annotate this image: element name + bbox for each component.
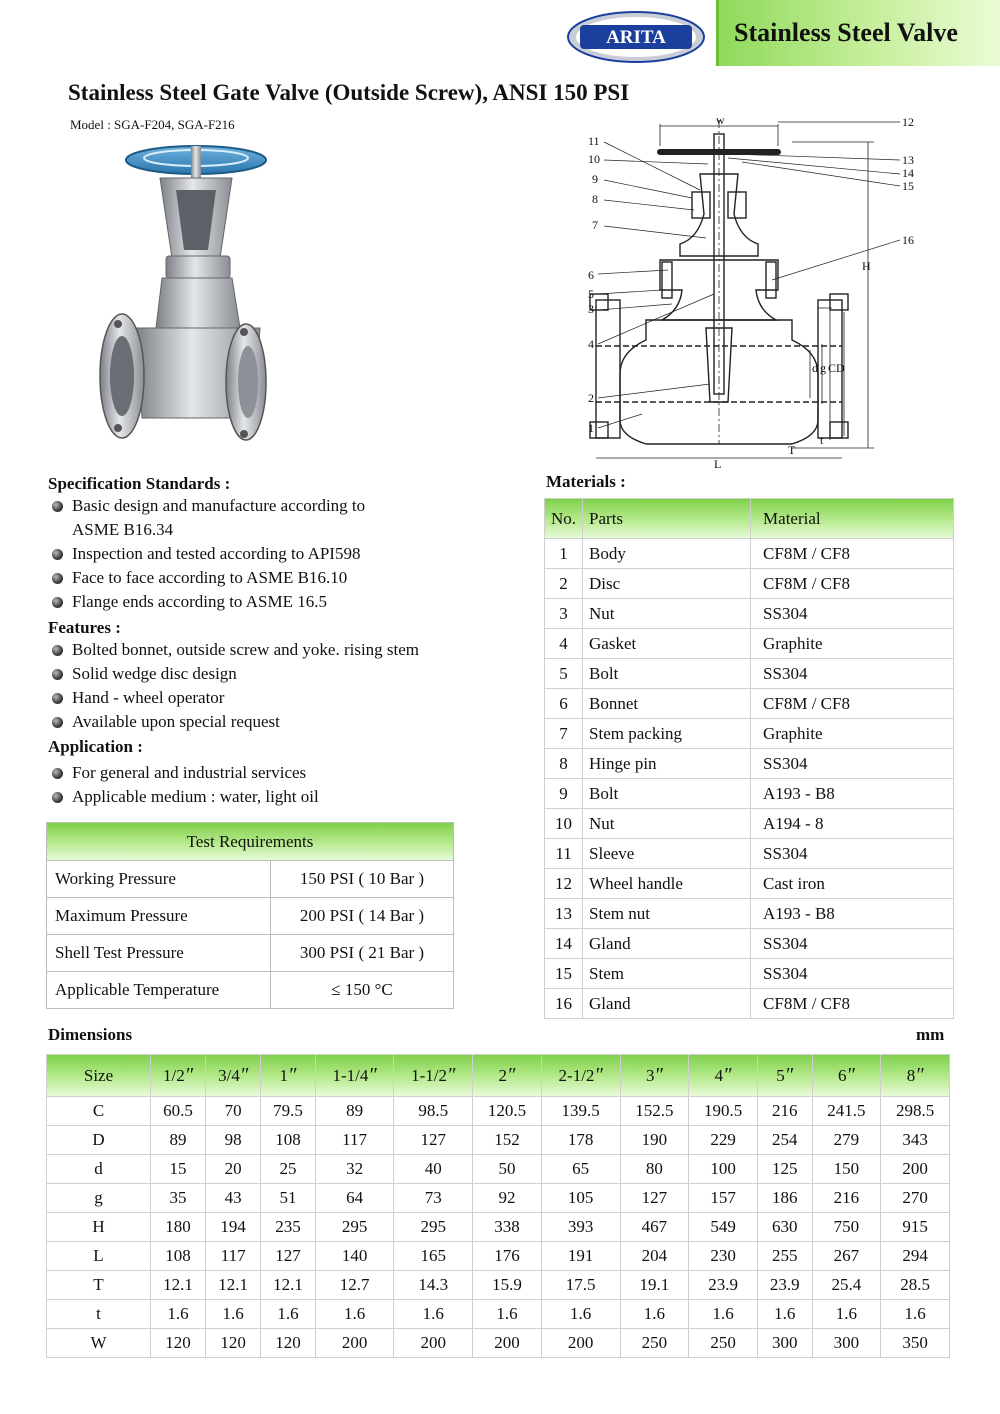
callout-12: 12 bbox=[902, 115, 914, 129]
material-no-cell: 8 bbox=[545, 749, 583, 779]
spec-item: Flange ends according to ASME 16.5 bbox=[48, 590, 365, 614]
material-part-cell: Disc bbox=[583, 569, 751, 599]
dimension-label: L bbox=[47, 1242, 151, 1271]
material-part-cell: Stem nut bbox=[583, 899, 751, 929]
material-part-cell: Nut bbox=[583, 599, 751, 629]
dimension-value: 139.5 bbox=[541, 1097, 620, 1126]
dimension-value: 241.5 bbox=[812, 1097, 881, 1126]
size-header: 8″ bbox=[881, 1055, 950, 1097]
dimensions-table bbox=[46, 1054, 950, 1358]
dimension-value: 50 bbox=[473, 1155, 542, 1184]
header-title: Stainless Steel Valve bbox=[734, 18, 958, 47]
dimension-value: 100 bbox=[689, 1155, 758, 1184]
material-part-cell: Wheel handle bbox=[583, 869, 751, 899]
dimension-value: 12.1 bbox=[261, 1271, 316, 1300]
dimension-value: 294 bbox=[881, 1242, 950, 1271]
dimension-value: 43 bbox=[206, 1184, 261, 1213]
dimension-value: 127 bbox=[620, 1184, 689, 1213]
dimension-value: 98 bbox=[206, 1126, 261, 1155]
material-no-cell: 7 bbox=[545, 719, 583, 749]
dim-tt: T bbox=[788, 443, 796, 457]
dimension-value: 300 bbox=[757, 1329, 812, 1358]
dimension-value: 89 bbox=[151, 1126, 206, 1155]
dimension-value: 467 bbox=[620, 1213, 689, 1242]
table-row bbox=[545, 839, 954, 869]
dimension-value: 915 bbox=[881, 1213, 950, 1242]
dimension-value: 230 bbox=[689, 1242, 758, 1271]
material-part-cell: Body bbox=[583, 539, 751, 569]
callout-10: 10 bbox=[588, 152, 600, 166]
size-header: 3/4″ bbox=[206, 1055, 261, 1097]
size-label: Size bbox=[47, 1055, 151, 1097]
material-no-cell: 4 bbox=[545, 629, 583, 659]
dimension-value: 200 bbox=[473, 1329, 542, 1358]
dimension-value: 1.6 bbox=[620, 1300, 689, 1329]
material-material-cell: CF8M / CF8 bbox=[751, 989, 954, 1019]
material-no-cell: 9 bbox=[545, 779, 583, 809]
callout-1: 1 bbox=[588, 421, 594, 435]
dimension-value: 295 bbox=[315, 1213, 394, 1242]
dimension-value: 190.5 bbox=[689, 1097, 758, 1126]
dimension-value: 25 bbox=[261, 1155, 316, 1184]
material-material-cell: SS304 bbox=[751, 659, 954, 689]
table-row bbox=[47, 1126, 950, 1155]
table-row bbox=[545, 569, 954, 599]
dimension-value: 40 bbox=[394, 1155, 473, 1184]
dimension-value: 1.6 bbox=[689, 1300, 758, 1329]
size-header: 4″ bbox=[689, 1055, 758, 1097]
dimension-label: W bbox=[47, 1329, 151, 1358]
dimension-value: 32 bbox=[315, 1155, 394, 1184]
dimension-value: 180 bbox=[151, 1213, 206, 1242]
callout-11: 11 bbox=[588, 134, 600, 148]
dimension-value: 1.6 bbox=[541, 1300, 620, 1329]
table-row bbox=[545, 629, 954, 659]
dimension-value: 117 bbox=[206, 1242, 261, 1271]
brand-logo bbox=[566, 10, 706, 64]
dimension-value: 200 bbox=[881, 1155, 950, 1184]
dimension-value: 150 bbox=[812, 1155, 881, 1184]
dimension-value: 73 bbox=[394, 1184, 473, 1213]
callout-7: 7 bbox=[592, 218, 598, 232]
feature-item: Solid wedge disc design bbox=[48, 662, 419, 686]
dimension-value: 255 bbox=[757, 1242, 812, 1271]
size-header: 1-1/2″ bbox=[394, 1055, 473, 1097]
col-material: Material bbox=[751, 499, 954, 539]
dimension-value: 108 bbox=[261, 1126, 316, 1155]
material-no-cell: 1 bbox=[545, 539, 583, 569]
dimension-value: 14.3 bbox=[394, 1271, 473, 1300]
size-header: 1″ bbox=[261, 1055, 316, 1097]
dimension-value: 17.5 bbox=[541, 1271, 620, 1300]
material-material-cell: SS304 bbox=[751, 929, 954, 959]
table-row bbox=[47, 1097, 950, 1126]
dimension-value: 229 bbox=[689, 1126, 758, 1155]
features-heading: Features : bbox=[48, 618, 121, 637]
material-material-cell: SS304 bbox=[751, 749, 954, 779]
material-material-cell: Graphite bbox=[751, 719, 954, 749]
dimension-value: 1.6 bbox=[261, 1300, 316, 1329]
table-row bbox=[47, 1242, 950, 1271]
callout-9: 9 bbox=[592, 172, 598, 186]
spec-item: Basic design and manufacture according to ASME B16.34 bbox=[48, 494, 365, 542]
table-row bbox=[545, 809, 954, 839]
dimension-value: 1.6 bbox=[206, 1300, 261, 1329]
col-no: No. bbox=[545, 499, 583, 539]
table-row bbox=[545, 869, 954, 899]
test-requirements-heading: Test Requirements bbox=[47, 823, 454, 861]
material-no-cell: 16 bbox=[545, 989, 583, 1019]
dimension-value: 216 bbox=[812, 1184, 881, 1213]
callout-2: 2 bbox=[588, 391, 594, 405]
table-row bbox=[545, 599, 954, 629]
dimension-value: 12.1 bbox=[206, 1271, 261, 1300]
material-material-cell: CF8M / CF8 bbox=[751, 689, 954, 719]
table-row bbox=[545, 959, 954, 989]
dimension-value: 12.7 bbox=[315, 1271, 394, 1300]
dimensions-unit: mm bbox=[916, 1025, 945, 1044]
dimension-value: 267 bbox=[812, 1242, 881, 1271]
callout-13: 13 bbox=[902, 153, 914, 167]
table-row: Working Pressure 150 PSI ( 10 Bar ) bbox=[47, 861, 454, 898]
material-material-cell: A193 - B8 bbox=[751, 899, 954, 929]
valve-diagram bbox=[582, 114, 922, 474]
table-row bbox=[545, 779, 954, 809]
dimension-value: 393 bbox=[541, 1213, 620, 1242]
dimension-value: 176 bbox=[473, 1242, 542, 1271]
material-part-cell: Gland bbox=[583, 929, 751, 959]
feature-item: Hand - wheel operator bbox=[48, 686, 419, 710]
material-material-cell: SS304 bbox=[751, 599, 954, 629]
dimension-value: 200 bbox=[541, 1329, 620, 1358]
table-row bbox=[545, 929, 954, 959]
application-section bbox=[48, 737, 319, 809]
dim-dd: D bbox=[836, 361, 845, 375]
dimension-value: 152 bbox=[473, 1126, 542, 1155]
material-no-cell: 5 bbox=[545, 659, 583, 689]
dimension-value: 343 bbox=[881, 1126, 950, 1155]
material-part-cell: Bolt bbox=[583, 779, 751, 809]
material-part-cell: Gland bbox=[583, 989, 751, 1019]
callout-15: 15 bbox=[902, 179, 914, 193]
dimension-value: 165 bbox=[394, 1242, 473, 1271]
dimension-value: 1.6 bbox=[757, 1300, 812, 1329]
dimension-value: 186 bbox=[757, 1184, 812, 1213]
application-item: Applicable medium : water, light oil bbox=[48, 785, 319, 809]
feature-item: Available upon special request bbox=[48, 710, 419, 734]
dimension-value: 140 bbox=[315, 1242, 394, 1271]
valve-photo bbox=[96, 138, 270, 468]
material-part-cell: Bolt bbox=[583, 659, 751, 689]
dimension-value: 108 bbox=[151, 1242, 206, 1271]
dimension-label: H bbox=[47, 1213, 151, 1242]
table-row bbox=[47, 1213, 950, 1242]
dimension-value: 1.6 bbox=[151, 1300, 206, 1329]
material-no-cell: 14 bbox=[545, 929, 583, 959]
material-part-cell: Nut bbox=[583, 809, 751, 839]
dimension-value: 300 bbox=[812, 1329, 881, 1358]
dimension-value: 235 bbox=[261, 1213, 316, 1242]
dimension-value: 60.5 bbox=[151, 1097, 206, 1126]
dimension-value: 98.5 bbox=[394, 1097, 473, 1126]
material-material-cell: Cast iron bbox=[751, 869, 954, 899]
material-material-cell: SS304 bbox=[751, 839, 954, 869]
dimension-value: 750 bbox=[812, 1213, 881, 1242]
dimension-value: 28.5 bbox=[881, 1271, 950, 1300]
dimension-value: 92 bbox=[473, 1184, 542, 1213]
dimension-value: 120 bbox=[261, 1329, 316, 1358]
dimension-value: 19.1 bbox=[620, 1271, 689, 1300]
test-requirements-table bbox=[46, 822, 454, 1009]
callout-8: 8 bbox=[592, 192, 598, 206]
feature-item: Bolted bonnet, outside screw and yoke. rising stem bbox=[48, 638, 419, 662]
specification-section bbox=[48, 474, 365, 614]
dimension-label: D bbox=[47, 1126, 151, 1155]
dim-d: d bbox=[812, 361, 818, 375]
table-row bbox=[545, 899, 954, 929]
dimension-label: d bbox=[47, 1155, 151, 1184]
dimension-value: 23.9 bbox=[689, 1271, 758, 1300]
callout-16: 16 bbox=[902, 233, 914, 247]
dimension-value: 200 bbox=[394, 1329, 473, 1358]
size-header: 6″ bbox=[812, 1055, 881, 1097]
dimension-value: 338 bbox=[473, 1213, 542, 1242]
dimension-value: 279 bbox=[812, 1126, 881, 1155]
table-row bbox=[545, 719, 954, 749]
table-row bbox=[47, 1155, 950, 1184]
dimension-value: 1.6 bbox=[315, 1300, 394, 1329]
table-row bbox=[545, 539, 954, 569]
dimension-value: 250 bbox=[620, 1329, 689, 1358]
application-heading: Application : bbox=[48, 737, 143, 756]
dimension-value: 1.6 bbox=[812, 1300, 881, 1329]
features-section bbox=[48, 618, 419, 734]
size-header: 1-1/4″ bbox=[315, 1055, 394, 1097]
dimension-value: 20 bbox=[206, 1155, 261, 1184]
dimension-value: 65 bbox=[541, 1155, 620, 1184]
dimension-value: 216 bbox=[757, 1097, 812, 1126]
material-no-cell: 10 bbox=[545, 809, 583, 839]
material-material-cell: CF8M / CF8 bbox=[751, 569, 954, 599]
dimension-value: 70 bbox=[206, 1097, 261, 1126]
application-item: For general and industrial services bbox=[48, 761, 319, 785]
dimension-value: 178 bbox=[541, 1126, 620, 1155]
dimension-value: 200 bbox=[315, 1329, 394, 1358]
dimension-value: 25.4 bbox=[812, 1271, 881, 1300]
material-no-cell: 3 bbox=[545, 599, 583, 629]
dimension-value: 127 bbox=[261, 1242, 316, 1271]
dimension-value: 1.6 bbox=[394, 1300, 473, 1329]
dimension-value: 295 bbox=[394, 1213, 473, 1242]
specification-heading: Specification Standards : bbox=[48, 474, 231, 493]
material-no-cell: 2 bbox=[545, 569, 583, 599]
brand-name: ARITA bbox=[606, 27, 666, 48]
dimension-value: 194 bbox=[206, 1213, 261, 1242]
dimension-value: 250 bbox=[689, 1329, 758, 1358]
dimension-value: 549 bbox=[689, 1213, 758, 1242]
table-row: Maximum Pressure 200 PSI ( 14 Bar ) bbox=[47, 898, 454, 935]
dimension-value: 79.5 bbox=[261, 1097, 316, 1126]
dimension-label: g bbox=[47, 1184, 151, 1213]
dimension-value: 127 bbox=[394, 1126, 473, 1155]
dimension-value: 15.9 bbox=[473, 1271, 542, 1300]
dimension-value: 105 bbox=[541, 1184, 620, 1213]
material-no-cell: 15 bbox=[545, 959, 583, 989]
dimension-value: 1.6 bbox=[473, 1300, 542, 1329]
table-row bbox=[545, 689, 954, 719]
spec-item: Face to face according to ASME B16.10 bbox=[48, 566, 365, 590]
table-row bbox=[47, 1184, 950, 1213]
dim-c: C bbox=[828, 361, 837, 375]
dimension-label: C bbox=[47, 1097, 151, 1126]
material-no-cell: 13 bbox=[545, 899, 583, 929]
table-row bbox=[545, 989, 954, 1019]
dimension-value: 64 bbox=[315, 1184, 394, 1213]
table-row bbox=[47, 1271, 950, 1300]
table-row bbox=[47, 1329, 950, 1358]
spec-item: Inspection and tested according to API598 bbox=[48, 542, 365, 566]
material-part-cell: Gasket bbox=[583, 629, 751, 659]
material-no-cell: 6 bbox=[545, 689, 583, 719]
dimension-label: t bbox=[47, 1300, 151, 1329]
callout-14: 14 bbox=[902, 166, 914, 180]
materials-table bbox=[544, 498, 954, 1019]
size-header: 1/2″ bbox=[151, 1055, 206, 1097]
material-no-cell: 11 bbox=[545, 839, 583, 869]
table-row bbox=[545, 659, 954, 689]
page-title: Stainless Steel Gate Valve (Outside Screw), ANSI 150 PSI bbox=[68, 80, 630, 105]
material-part-cell: Stem bbox=[583, 959, 751, 989]
dimensions-heading: Dimensions bbox=[48, 1025, 133, 1044]
dimension-value: 270 bbox=[881, 1184, 950, 1213]
dimension-value: 12.1 bbox=[151, 1271, 206, 1300]
material-part-cell: Sleeve bbox=[583, 839, 751, 869]
size-header: 2″ bbox=[473, 1055, 542, 1097]
size-header: 3″ bbox=[620, 1055, 689, 1097]
size-header: 2-1/2″ bbox=[541, 1055, 620, 1097]
dimension-value: 191 bbox=[541, 1242, 620, 1271]
dimension-value: 350 bbox=[881, 1329, 950, 1358]
material-material-cell: CF8M / CF8 bbox=[751, 539, 954, 569]
dimension-value: 1.6 bbox=[881, 1300, 950, 1329]
table-row: Applicable Temperature ≤ 150 °C bbox=[47, 972, 454, 1009]
material-material-cell: SS304 bbox=[751, 959, 954, 989]
dim-t: t bbox=[820, 433, 824, 447]
dimension-value: 298.5 bbox=[881, 1097, 950, 1126]
size-header: 5″ bbox=[757, 1055, 812, 1097]
material-no-cell: 12 bbox=[545, 869, 583, 899]
dimension-value: 630 bbox=[757, 1213, 812, 1242]
dimension-value: 117 bbox=[315, 1126, 394, 1155]
dimension-label: T bbox=[47, 1271, 151, 1300]
dim-l: L bbox=[714, 457, 722, 471]
callout-5: 5 bbox=[588, 287, 594, 301]
dimension-value: 120 bbox=[151, 1329, 206, 1358]
callout-6: 6 bbox=[588, 268, 594, 282]
materials-heading: Materials : bbox=[546, 472, 626, 491]
dimension-value: 80 bbox=[620, 1155, 689, 1184]
col-parts: Parts bbox=[583, 499, 751, 539]
table-row: Shell Test Pressure 300 PSI ( 21 Bar ) bbox=[47, 935, 454, 972]
table-row bbox=[545, 749, 954, 779]
dimension-value: 35 bbox=[151, 1184, 206, 1213]
material-part-cell: Bonnet bbox=[583, 689, 751, 719]
dimension-value: 152.5 bbox=[620, 1097, 689, 1126]
dimension-value: 23.9 bbox=[757, 1271, 812, 1300]
dimension-value: 120.5 bbox=[473, 1097, 542, 1126]
dimension-value: 204 bbox=[620, 1242, 689, 1271]
dimension-value: 190 bbox=[620, 1126, 689, 1155]
dimension-value: 254 bbox=[757, 1126, 812, 1155]
dim-w: w bbox=[716, 114, 725, 127]
material-material-cell: A194 - 8 bbox=[751, 809, 954, 839]
dimension-value: 157 bbox=[689, 1184, 758, 1213]
dim-g: g bbox=[820, 361, 826, 375]
dimension-value: 120 bbox=[206, 1329, 261, 1358]
material-material-cell: A193 - B8 bbox=[751, 779, 954, 809]
dimension-value: 89 bbox=[315, 1097, 394, 1126]
callout-3: 3 bbox=[588, 302, 594, 316]
model-number: Model : SGA-F204, SGA-F216 bbox=[70, 117, 235, 132]
table-row bbox=[47, 1300, 950, 1329]
dim-h: H bbox=[862, 259, 871, 273]
callout-4: 4 bbox=[588, 337, 594, 351]
material-part-cell: Stem packing bbox=[583, 719, 751, 749]
material-material-cell: Graphite bbox=[751, 629, 954, 659]
dimension-value: 51 bbox=[261, 1184, 316, 1213]
material-part-cell: Hinge pin bbox=[583, 749, 751, 779]
dimension-value: 15 bbox=[151, 1155, 206, 1184]
dimension-value: 125 bbox=[757, 1155, 812, 1184]
